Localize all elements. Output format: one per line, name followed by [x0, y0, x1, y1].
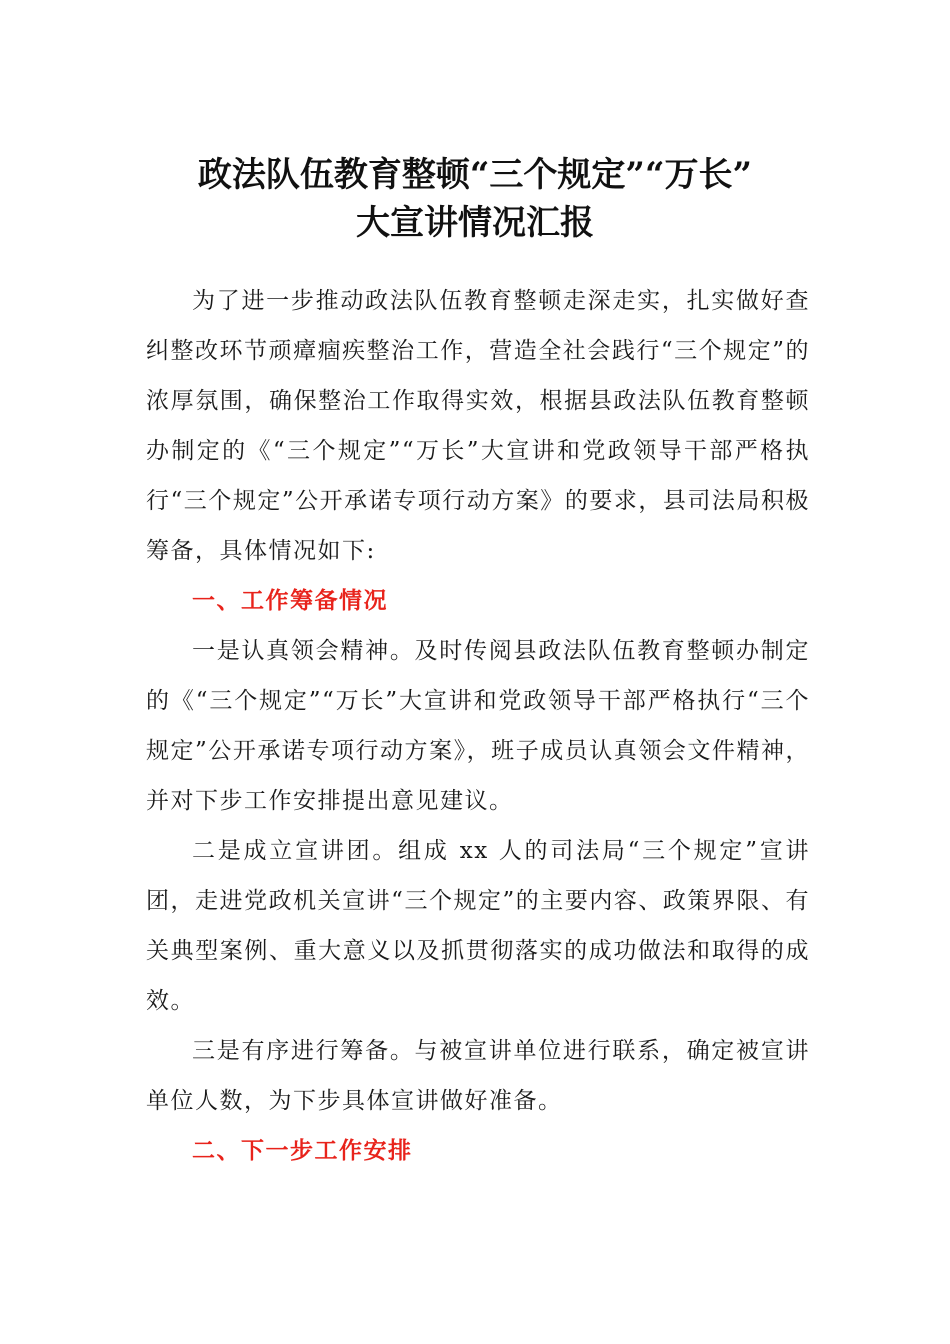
section-2-heading: 二、下一步工作安排 — [192, 1138, 413, 1164]
paragraph-2: 二是成立宣讲团。组成 xx 人的司法局“三个规定”宣讲团，走进党政机关宣讲“三个规定”的主要内容、政策界限、有关典型案例、重大意义以及抓贯彻落实的成功做法和取得的成效。 — [146, 838, 810, 1014]
document-title-line-2: 大宣讲情况汇报 — [356, 203, 594, 243]
paragraph-3: 三是有序进行筹备。与被宣讲单位进行联系，确定被宣讲单位人数，为下步具体宣讲做好准备。 — [146, 1038, 810, 1114]
document-title-line-1: 政法队伍教育整顿“三个规定”“万长” — [197, 155, 753, 195]
document-body — [146, 276, 810, 1176]
section-1-heading: 一、工作筹备情况 — [192, 588, 388, 614]
paragraph-1: 一是认真领会精神。及时传阅县政法队伍教育整顿办制定的《“三个规定”“万长”大宣讲和党政领导干部严格执行“三个规定”公开承诺专项行动方案》，班子成员认真领会文件精神，并对下步工作安排提出意见建议。 — [146, 638, 810, 814]
intro-paragraph: 为了进一步推动政法队伍教育整顿走深走实，扎实做好查纠整改环节顽瘴痼疾整治工作，营造全社会践行“三个规定”的浓厚氛围，确保整治工作取得实效，根据县政法队伍教育整顿办制定的《“三个规定”“万长”大宣讲和党政领导干部严格执行“三个规定”公开承诺专项行动方案》的要求，县司法局积极筹备，具体情况如下: — [146, 288, 810, 564]
